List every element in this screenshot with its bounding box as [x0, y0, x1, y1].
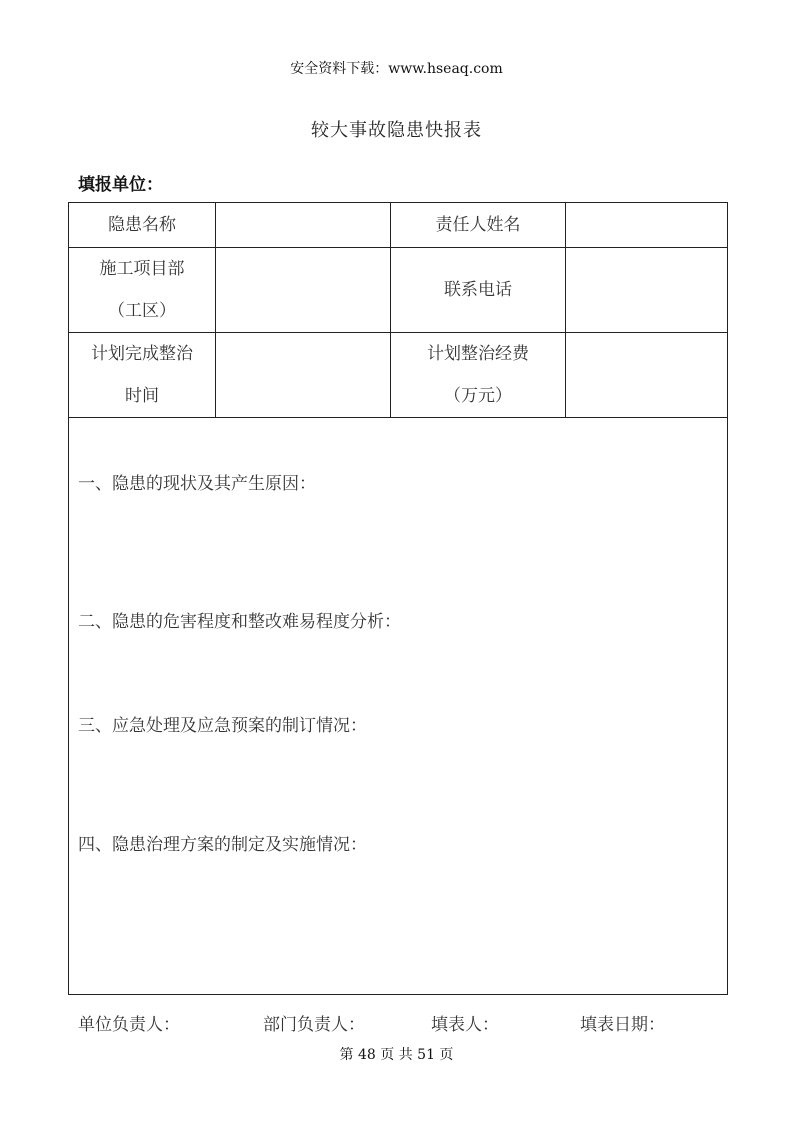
hazard-name-field[interactable]	[216, 203, 391, 248]
project-dept-field[interactable]	[216, 248, 391, 333]
contact-phone-label: 联系电话	[391, 248, 566, 333]
fill-date-label: 填表日期：	[580, 1015, 665, 1035]
dept-head-label: 部门负责人：	[263, 1015, 365, 1035]
document-title: 较大事故隐患快报表	[311, 120, 482, 141]
section-current-status: 一、隐患的现状及其产生原因：	[78, 474, 316, 494]
planned-budget-label	[391, 333, 566, 418]
section-treatment-plan: 四、隐患治理方案的制定及实施情况：	[78, 835, 367, 855]
planned-completion-field[interactable]	[216, 333, 391, 418]
description-cell[interactable]	[69, 418, 728, 995]
planned-budget-label-line1: 计划整治经费	[427, 344, 529, 364]
responsible-person-field[interactable]	[566, 203, 728, 248]
filler-label: 填表人：	[431, 1015, 499, 1035]
unit-head-label: 单位负责人：	[78, 1015, 180, 1035]
page-footer: 第 48 页 共 51 页	[339, 1047, 454, 1063]
planned-completion-label	[69, 333, 216, 418]
planned-budget-field[interactable]	[566, 333, 728, 418]
table-row	[69, 203, 728, 248]
reporting-unit-label: 填报单位：	[78, 175, 163, 195]
planned-completion-label-line2: 时间	[125, 386, 159, 406]
hazard-report-table	[68, 202, 728, 995]
table-row	[69, 333, 728, 418]
section-emergency-plan: 三、应急处理及应急预案的制订情况：	[78, 716, 367, 736]
section-hazard-analysis: 二、隐患的危害程度和整改难易程度分析：	[78, 612, 401, 632]
project-dept-label-line1: 施工项目部	[99, 259, 185, 279]
hazard-name-label: 隐患名称	[69, 203, 216, 248]
table-row	[69, 248, 728, 333]
site-header: 安全资料下载：www.hseaq.com	[290, 61, 503, 77]
planned-budget-label-line2: （万元）	[444, 386, 512, 406]
project-dept-label-line2: （工区）	[108, 301, 176, 321]
responsible-person-label: 责任人姓名	[391, 203, 566, 248]
planned-completion-label-line1: 计划完成整治	[91, 344, 193, 364]
table-row	[69, 418, 728, 995]
project-dept-label	[69, 248, 216, 333]
signature-row	[0, 1010, 793, 1034]
contact-phone-field[interactable]	[566, 248, 728, 333]
